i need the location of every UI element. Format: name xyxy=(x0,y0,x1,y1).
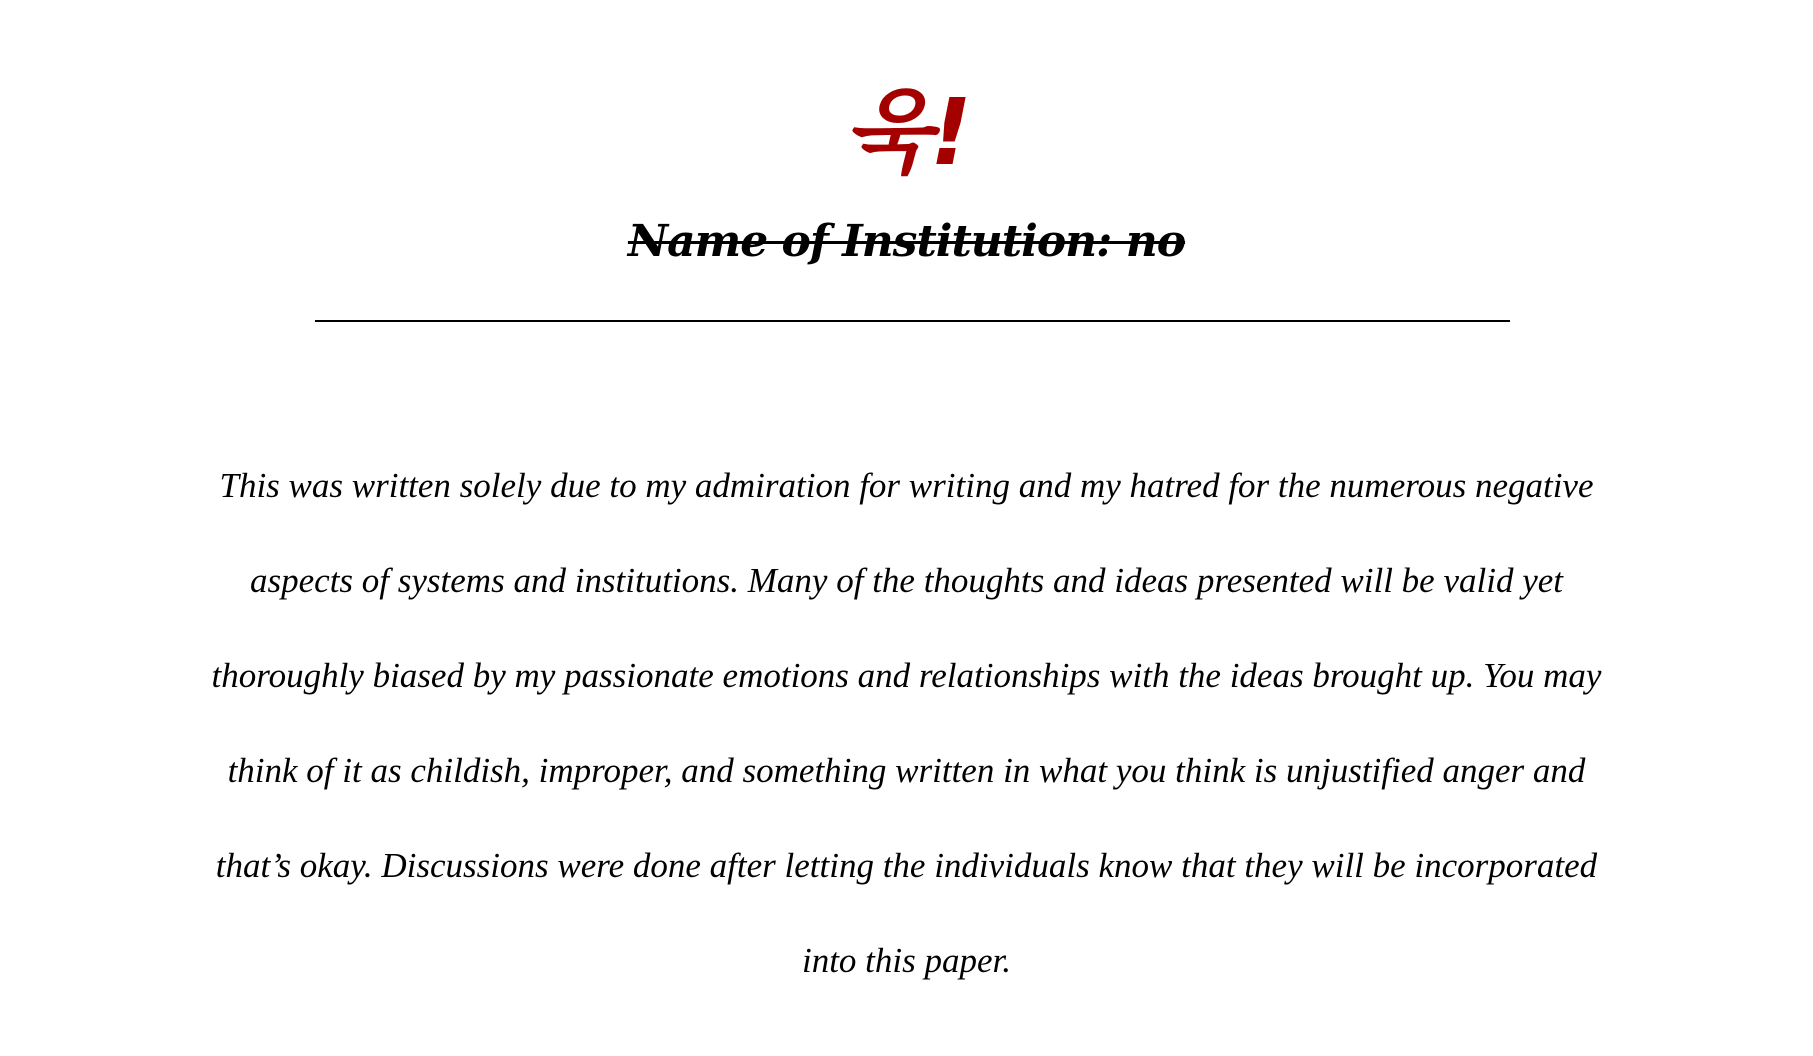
institution-name: Name of Institution: no xyxy=(627,216,1186,267)
logo: 욱! xyxy=(843,79,970,186)
intro-paragraph: This was written solely due to my admiration for writing and my hatred for the numerous negative aspects of systems and institutions. Many of the thoughts and ideas presented will be valid yet thoroughly biased by my passionate emotions and relationships with the ideas brought up. You may think of it as childish, improper, and something written in what you think is unjustified anger and that’s okay. Discussions were done after letting the individuals know that they will be incorporated into this paper. xyxy=(211,466,1602,980)
horizontal-rule xyxy=(315,320,1510,322)
